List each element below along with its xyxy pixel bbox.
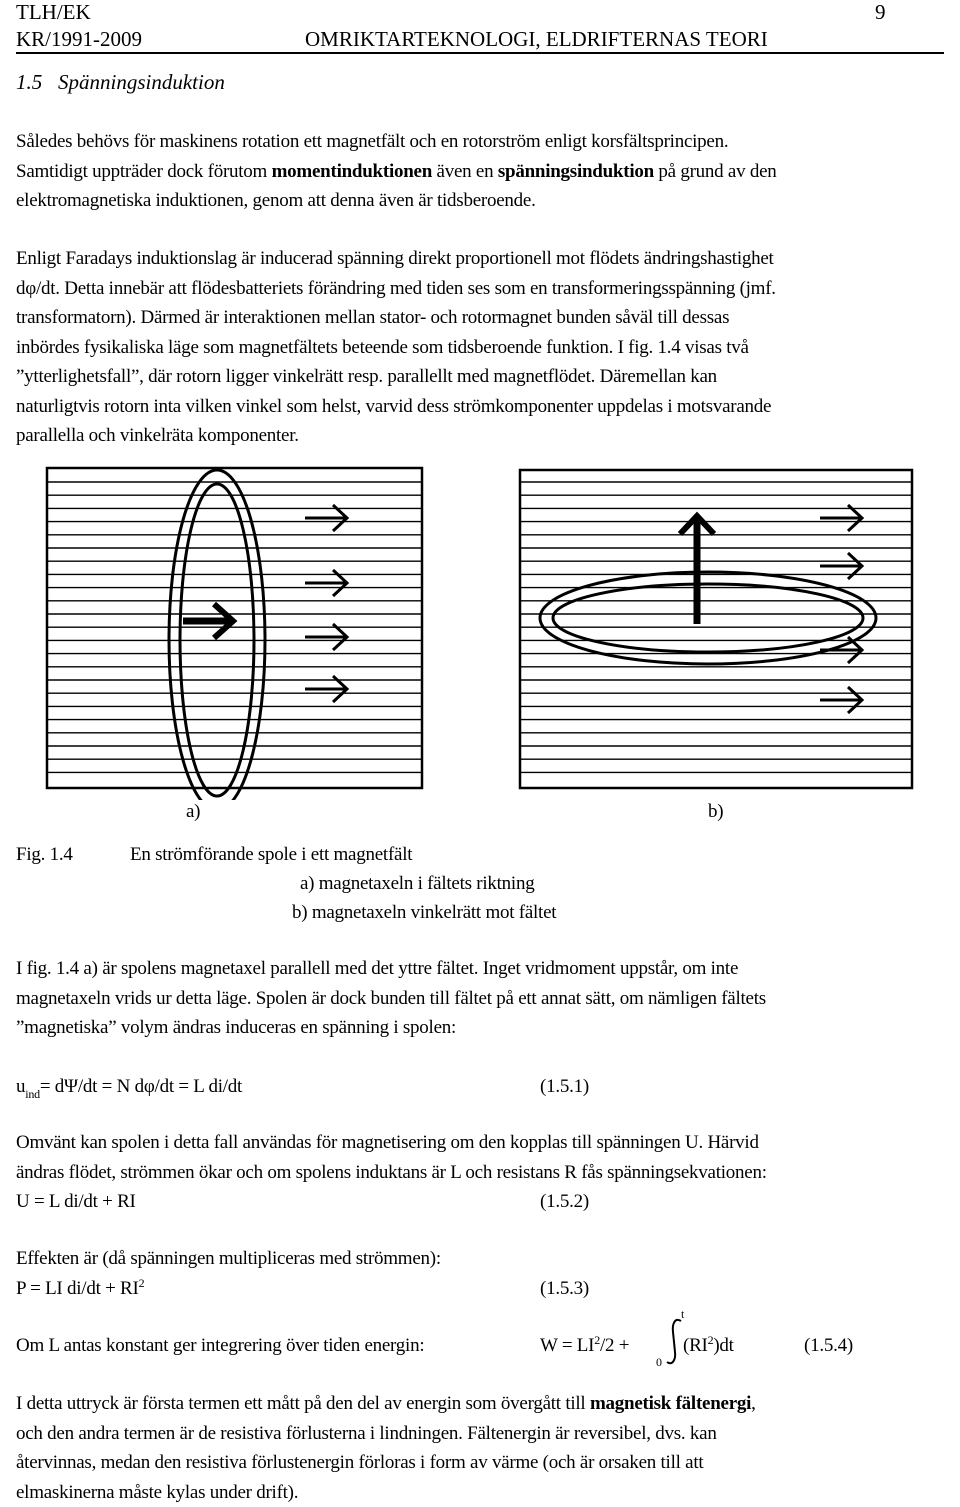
eq-symbol: u <box>16 1076 25 1097</box>
header-left-top: TLH/EK <box>16 0 91 24</box>
header-title: OMRIKTARTEKNOLOGI, ELDRIFTERNAS TEORI <box>305 27 768 51</box>
eq-body: (RI <box>683 1335 708 1356</box>
eq-body: W = LI <box>540 1335 594 1356</box>
text-line: ändras flödet, strömmen ökar och om spolens induktans är L och resistans R fås spänningsekvationen: <box>16 1158 946 1188</box>
text-line: Enligt Faradays induktionslag är inducerad spänning direkt proportionell mot flödets ändringshastighet <box>16 244 946 274</box>
bold-term: spänningsinduktion <box>498 161 654 182</box>
eq-superscript: 2 <box>139 1276 145 1290</box>
header-rule <box>16 52 944 54</box>
equation-number: (1.5.4) <box>804 1331 853 1360</box>
magnet-axis-arrow <box>183 604 233 638</box>
figure-label-a: a) <box>186 797 200 826</box>
bold-term: magnetisk fältenergi <box>590 1393 751 1414</box>
text-line: I fig. 1.4 a) är spolens magnetaxel parallell med det yttre fältet. Inget vridmoment uppstår, om inte <box>16 954 946 984</box>
text-line: dφ/dt. Detta innebär att flödesbatteriets förändring med tiden ses som en transformeringsspänning (jmf. <box>16 274 946 304</box>
integral-sign-icon <box>664 1318 684 1366</box>
integrand <box>683 1331 734 1360</box>
paragraph-intro <box>16 127 946 216</box>
text-line: och den andra termen är de resistiva förlusterna i lindningen. Fältenergin är reversibel, dvs. kan <box>16 1419 946 1449</box>
panel-a <box>47 468 422 800</box>
eq-body: /2 + <box>600 1335 629 1356</box>
header-left-bottom: KR/1991-2009 <box>16 27 142 51</box>
eq-body: P = LI di/dt + RI <box>16 1278 139 1299</box>
eq-body: )dt <box>713 1335 733 1356</box>
panel-a-frame <box>47 468 422 788</box>
field-lines-a <box>47 482 422 772</box>
equation-1-5-1 <box>16 1072 242 1101</box>
text-line: ”ytterlighetsfall”, där rotorn ligger vinkelrätt resp. parallellt med magnetflödet. Däremellan kan <box>16 362 946 392</box>
text-line: naturligtvis rotorn inta vilken vinkel som helst, varvid dess strömkomponenter uppdelas i motsvarande <box>16 392 946 422</box>
equation-number: (1.5.3) <box>540 1274 589 1303</box>
figure-caption-b: b) magnetaxeln vinkelrätt mot fältet <box>292 898 556 927</box>
text-line: magnetaxeln vrids ur detta läge. Spolen är dock bunden till fältet på ett annat sätt, om nämligen fältets <box>16 984 946 1014</box>
bold-term: momentinduktionen <box>272 161 432 182</box>
text-line <box>16 157 946 187</box>
figure-1-4 <box>0 440 960 800</box>
text-line: elmaskinerna måste kylas under drift). <box>16 1478 946 1507</box>
page-number: 9 <box>875 0 886 24</box>
panel-b <box>520 470 912 788</box>
paragraph-fig-explanation <box>16 954 946 1043</box>
eq-subscript: ind <box>25 1087 40 1101</box>
text-span: Samtidigt uppträder dock förutom <box>16 161 272 182</box>
text-span: , <box>751 1393 756 1414</box>
integral-lower-limit: 0 <box>656 1355 662 1370</box>
equation-1-5-4 <box>540 1331 629 1360</box>
equation-1-5-3 <box>16 1274 144 1303</box>
equation-1-5-2: U = L di/dt + RI <box>16 1187 136 1216</box>
equation-number: (1.5.1) <box>540 1072 589 1101</box>
paragraph-magnetisation <box>16 1128 946 1187</box>
paragraph-faraday <box>16 244 946 451</box>
integral-upper-limit: t <box>681 1307 684 1322</box>
figure-caption-a: a) magnetaxeln i fältets riktning <box>300 869 534 898</box>
paragraph-power: Effekten är (då spänningen multipliceras med strömmen): <box>16 1244 441 1273</box>
text-line: transformatorn). Därmed är interaktionen mellan stator- och rotormagnet bunden såväl till dessas <box>16 303 946 333</box>
text-line <box>16 1389 946 1419</box>
equation-number: (1.5.2) <box>540 1187 589 1216</box>
figure-caption-title: En strömförande spole i ett magnetfält <box>130 840 412 869</box>
text-line: ”magnetiska” volym ändras induceras en spänning i spolen: <box>16 1013 946 1043</box>
text-line: Omvänt kan spolen i detta fall användas för magnetisering om den kopplas till spänningen U. Härvid <box>16 1128 946 1158</box>
section-title: 1.5 Spänningsinduktion <box>16 70 225 95</box>
eq-body: = dΨ/dt = N dφ/dt = L di/dt <box>40 1076 242 1097</box>
text-line: Således behövs för maskinens rotation ett magnetfält och en rotorström enligt korsfältsprincipen. <box>16 127 946 157</box>
text-line: återvinnas, medan den resistiva förlustenergin förloras i form av värme (och är orsaken till att <box>16 1448 946 1478</box>
text-span: på grund av den <box>654 161 777 182</box>
coil-inner-ellipse <box>553 584 863 652</box>
text-span: även en <box>432 161 498 182</box>
eq-superscript: 2 <box>594 1333 600 1347</box>
magnet-axis-arrow <box>680 516 714 624</box>
text-line: parallella och vinkelräta komponenter. <box>16 421 946 451</box>
paragraph-energy <box>16 1389 946 1507</box>
figure-caption-number: Fig. 1.4 <box>16 840 73 869</box>
text-line: elektromagnetiska induktionen, genom att denna även är tidsberoende. <box>16 186 946 216</box>
text-line: inbördes fysikaliska läge som magnetfältets beteende som tidsberoende funktion. I fig. 1.4 visas två <box>16 333 946 363</box>
eq-superscript: 2 <box>708 1333 714 1347</box>
figure-label-b: b) <box>708 797 723 826</box>
text-span: I detta uttryck är första termen ett mått på den del av energin som övergått till <box>16 1393 590 1414</box>
energy-intro: Om L antas konstant ger integrering över tiden energin: <box>16 1331 424 1360</box>
